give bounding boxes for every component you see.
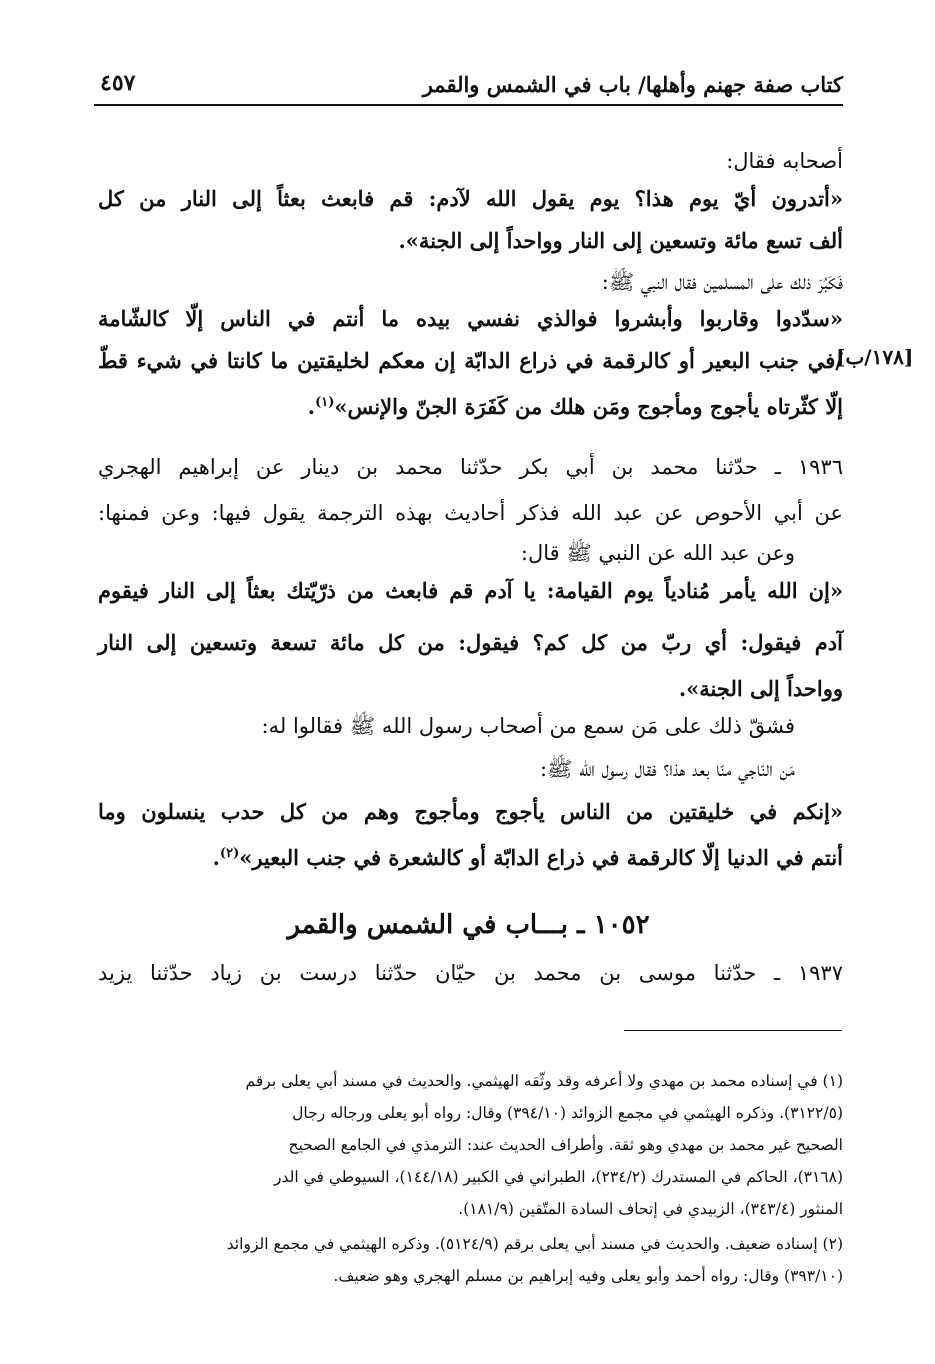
footnote-ref-1: (١) [315, 395, 335, 410]
body-line: «أتدرون أيّ يوم هذا؟ يوم يقول الله لآدم: قم فابعث بعثاً إلى النار من كل [98, 186, 843, 211]
body-line: ألف تسع مائة وتسعين إلى النار وواحداً إلى الجنة». [398, 228, 843, 253]
body-line: /في جنب البعير أو كالرقمة في ذراع الدابّة إن معكم لخليقتين ما كانتا في شيء قطّ [98, 348, 843, 373]
footnote-line: (٣١٢٢/٥). وذكره الهيثمي في مجمع الزوائد (٣٩٤/١٠) وقال: رواه أبو يعلى ورجاله رجال [292, 1104, 843, 1122]
header-rule [94, 104, 843, 106]
footnote-line: (٣١٦٨)، الحاكم في المستدرك (٢٣٤/٢)، الطبراني في الكبير (١٤٤/١٨)، السيوطي في الدر [273, 1168, 843, 1186]
body-line: «سدّدوا وقاربوا وأبشروا فوالذي نفسي بيده ما أنتم في الناس إلّا كالشّامة [98, 306, 843, 331]
body-line: عن أبي الأحوص عن عبد الله فذكر أحاديث بهذه الترجمة يقول فيها: وعن فمنها: [98, 501, 843, 525]
margin-folio-note: [١٧٨/ب] [836, 345, 914, 369]
line-end: . [212, 845, 220, 870]
line-end: . [307, 394, 316, 419]
body-line: وعن عبد الله عن النبي ﷺ قال: [520, 541, 795, 565]
section-heading: ١٠٥٢ ـ بـــاب في الشمس والقمر [287, 910, 650, 940]
page-number: ٤٥٧ [100, 70, 136, 96]
body-line: «إن الله يأمر مُنادياً يوم القيامة: يا آدم قم فابعث من ذرّيّتك بعثاً إلى النار فيقوم [98, 578, 843, 603]
running-header [94, 68, 843, 104]
body-line: فشقّ ذلك على مَن سمع من أصحاب رسول الله ﷺ فقالوا له: [261, 714, 795, 738]
footnote-line: الصحيح غير محمد بن مهدي وهو ثقة. وأطراف الحديث عند: الترمذي في الجامع الصحيح [288, 1136, 843, 1154]
footnote-ref-2: (٢) [219, 846, 240, 861]
footnote-line: (٣٩٣/١٠) وقال: رواه أحمد وأبو يعلى وفيه إبراهيم بن مسلم الهجري وهو ضعيف. [333, 1267, 843, 1285]
footnote-line: (١) في إسناده محمد بن مهدي ولا أعرفه وقد وثّقه الهيثمي. والحديث في مسند أبي يعلى برقم [245, 1072, 843, 1090]
body-line: ١٩٣٧ ـ حدّثنا موسى بن محمد بن حيّان حدّثنا درست بن زياد حدّثنا يزيد [98, 961, 843, 985]
footnote-rule [624, 1030, 842, 1031]
body-line: مَن النّاجي منّا بعد هذا؟ فقال رسول الله ﷺ: [539, 757, 795, 781]
body-line: أصحابه فقال: [726, 149, 843, 173]
body-line: وواحداً إلى الجنة». [678, 676, 843, 701]
footnote-line: (٢) إسناده ضعيف. والحديث في مسند أبي يعلى برقم (٥١٢٤/٩). وذكره الهيثمي في مجمع الزوائد [226, 1235, 843, 1253]
body-line: إلّا كثّرتاه يأجوج ومأجوج ومَن هلك من كَفَرَة الجنّ والإنس» [334, 394, 843, 419]
header-title: كتاب صفة جهنم وأهلها/ باب في الشمس والقمر [422, 72, 843, 97]
body-line: ١٩٣٦ ـ حدّثنا محمد بن أبي بكر حدّثنا محمد بن دينار عن إبراهيم الهجري [98, 455, 843, 479]
body-line: «إنكم في خليقتين من الناس يأجوج ومأجوج وهم من كل حدب ينسلون وما [98, 799, 843, 824]
body-line-with-note [213, 838, 843, 874]
footnote-line: المنثور (٣٤٣/٤)، الزبيدي في إتحاف السادة المتّقين (١٨١/٩). [458, 1200, 843, 1218]
body-line: أنتم في الدنيا إلّا كالرقمة في ذراع الدابّة أو كالشعرة في جنب البعير» [239, 845, 843, 870]
body-line: آدم فيقول: أي ربّ من كل كم؟ فيقول: من كل مائة تسعة وتسعين إلى النار [98, 630, 843, 655]
body-line: فَكَبُرَ ذلك على المسلمين فقال النبي ﷺ: [601, 270, 843, 294]
body-line-with-note [308, 387, 843, 423]
